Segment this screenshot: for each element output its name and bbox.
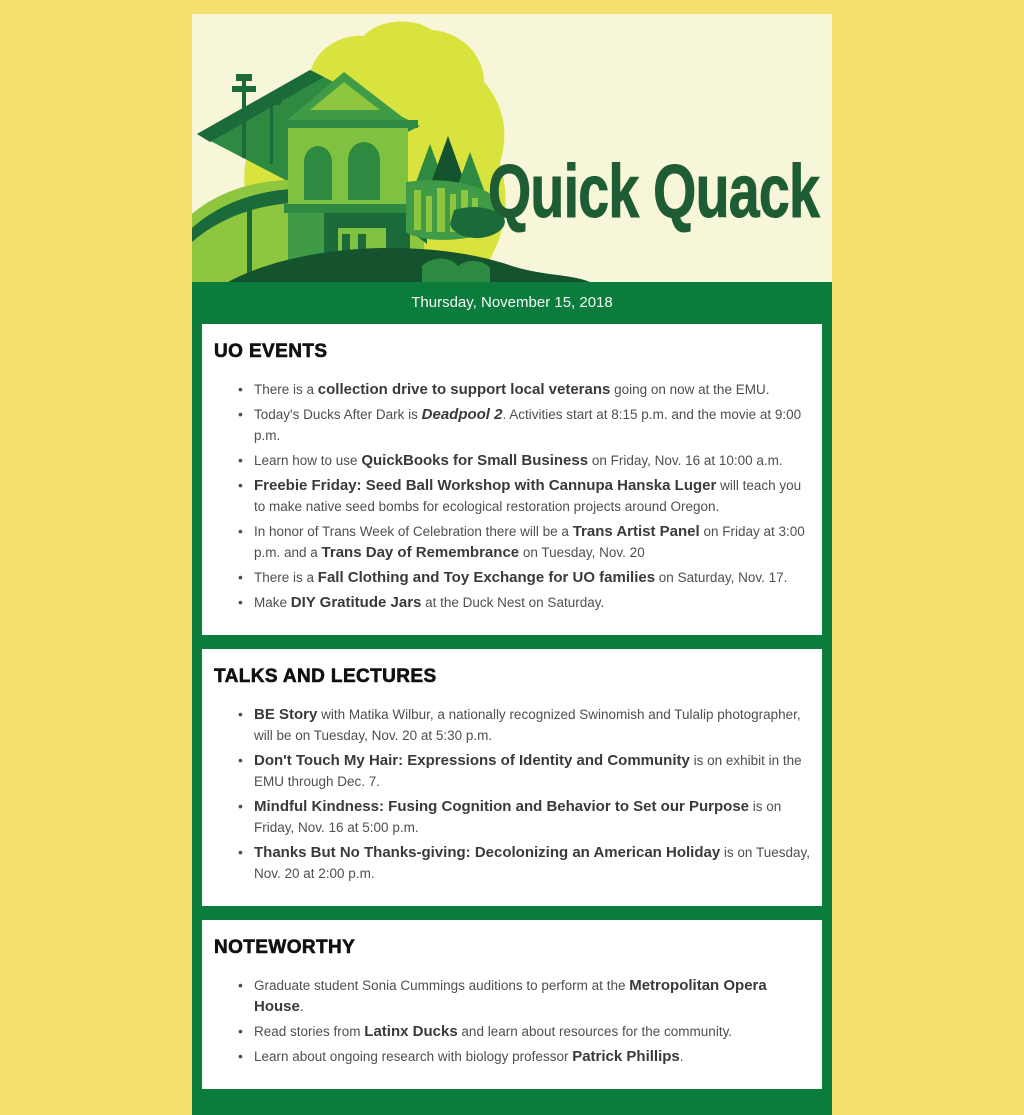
- section-noteworthy: [202, 920, 822, 1089]
- event-link[interactable]: Deadpool 2: [421, 406, 503, 423]
- list-item: [214, 975, 810, 1017]
- text-segment: will teach you to make native seed bombs for ecological restoration projects around Oregon.: [254, 478, 802, 514]
- event-link[interactable]: Fall Clothing and Toy Exchange for UO families: [317, 569, 656, 586]
- text-segment: is on Tuesday, Nov. 20 at 2:00 p.m.: [254, 845, 810, 881]
- event-link[interactable]: Metropolitan Opera House: [254, 977, 767, 1015]
- list-item: [214, 1021, 810, 1042]
- list-item: [214, 521, 810, 563]
- text-segment: at the Duck Nest on Saturday.: [421, 595, 605, 610]
- event-list: [214, 704, 810, 884]
- text-segment: on Tuesday, Nov. 20: [519, 545, 645, 560]
- list-item: [214, 842, 810, 884]
- text-segment: Read stories from: [254, 1024, 365, 1039]
- text-segment: There is a: [254, 570, 318, 585]
- event-link[interactable]: DIY Gratitude Jars: [290, 594, 422, 611]
- text-segment: on Friday at 3:00 p.m. and a: [254, 524, 805, 560]
- list-item: [214, 750, 810, 792]
- list-item: [214, 567, 810, 588]
- sections-container: [192, 324, 832, 1115]
- event-link[interactable]: Trans Day of Remembrance: [321, 544, 520, 561]
- date-bar: Thursday, November 15, 2018: [192, 282, 832, 324]
- newsletter-logo: Quick Quack: [488, 148, 820, 234]
- text-segment: with Matika Wilbur, a nationally recognized Swinomish and Tulalip photographer, will be on Tuesday, Nov. 20 at 5:30 p.m.: [254, 707, 801, 743]
- section-talks-and-lectures: [202, 649, 822, 906]
- list-item: [214, 1046, 810, 1067]
- event-link[interactable]: Mindful Kindness: Fusing Cognition and Behavior to Set our Purpose: [254, 798, 749, 815]
- event-link[interactable]: Trans Artist Panel: [572, 523, 700, 540]
- section-title: TALKS AND LECTURES: [214, 666, 437, 687]
- newsletter-masthead: [192, 14, 832, 282]
- event-link[interactable]: Latinx Ducks: [364, 1023, 458, 1040]
- text-segment: .: [299, 999, 304, 1014]
- event-link[interactable]: BE Story: [254, 706, 318, 723]
- section-title: UO EVENTS: [214, 341, 328, 362]
- text-segment: on Saturday, Nov. 17.: [655, 570, 788, 585]
- event-list: [214, 379, 810, 613]
- text-segment: Graduate student Sonia Cummings auditions to perform at the: [254, 978, 630, 993]
- text-segment: .: [679, 1049, 684, 1064]
- event-link[interactable]: Don't Touch My Hair: Expressions of Identity and Community: [254, 752, 690, 769]
- list-item: [214, 796, 810, 838]
- text-segment: and learn about resources for the community.: [457, 1024, 733, 1039]
- event-link[interactable]: Thanks But No Thanks-giving: Decolonizing an American Holiday: [254, 844, 721, 861]
- text-segment: going on now at the EMU.: [610, 382, 770, 397]
- section-title: NOTEWORTHY: [214, 937, 356, 958]
- section-uo-events: [202, 324, 822, 635]
- text-segment: Today's Ducks After Dark is: [254, 407, 422, 422]
- text-segment: on Friday, Nov. 16 at 10:00 a.m.: [588, 453, 783, 468]
- text-segment: In honor of Trans Week of Celebration there will be a: [254, 524, 573, 539]
- event-link[interactable]: QuickBooks for Small Business: [361, 452, 589, 469]
- text-segment: There is a: [254, 382, 318, 397]
- text-segment: Learn how to use: [254, 453, 362, 468]
- text-segment: is on exhibit in the EMU through Dec. 7.: [254, 753, 802, 789]
- text-segment: . Activities start at 8:15 p.m. and the movie at 9:00 p.m.: [254, 407, 802, 443]
- event-link[interactable]: Freebie Friday: Seed Ball Workshop with Cannupa Hanska Luger: [254, 477, 717, 494]
- newsletter-column: [192, 0, 832, 1115]
- text-segment: Make: [254, 595, 291, 610]
- list-item: [214, 475, 810, 517]
- event-list: [214, 975, 810, 1067]
- event-link[interactable]: Patrick Phillips: [572, 1048, 680, 1065]
- list-item: [214, 592, 810, 613]
- text-segment: is on Friday, Nov. 16 at 5:00 p.m.: [254, 799, 782, 835]
- list-item: [214, 404, 810, 446]
- list-item: [214, 450, 810, 471]
- list-item: [214, 379, 810, 400]
- event-link[interactable]: collection drive to support local veterans: [317, 381, 611, 398]
- list-item: [214, 704, 810, 746]
- text-segment: Learn about ongoing research with biology professor: [254, 1049, 573, 1064]
